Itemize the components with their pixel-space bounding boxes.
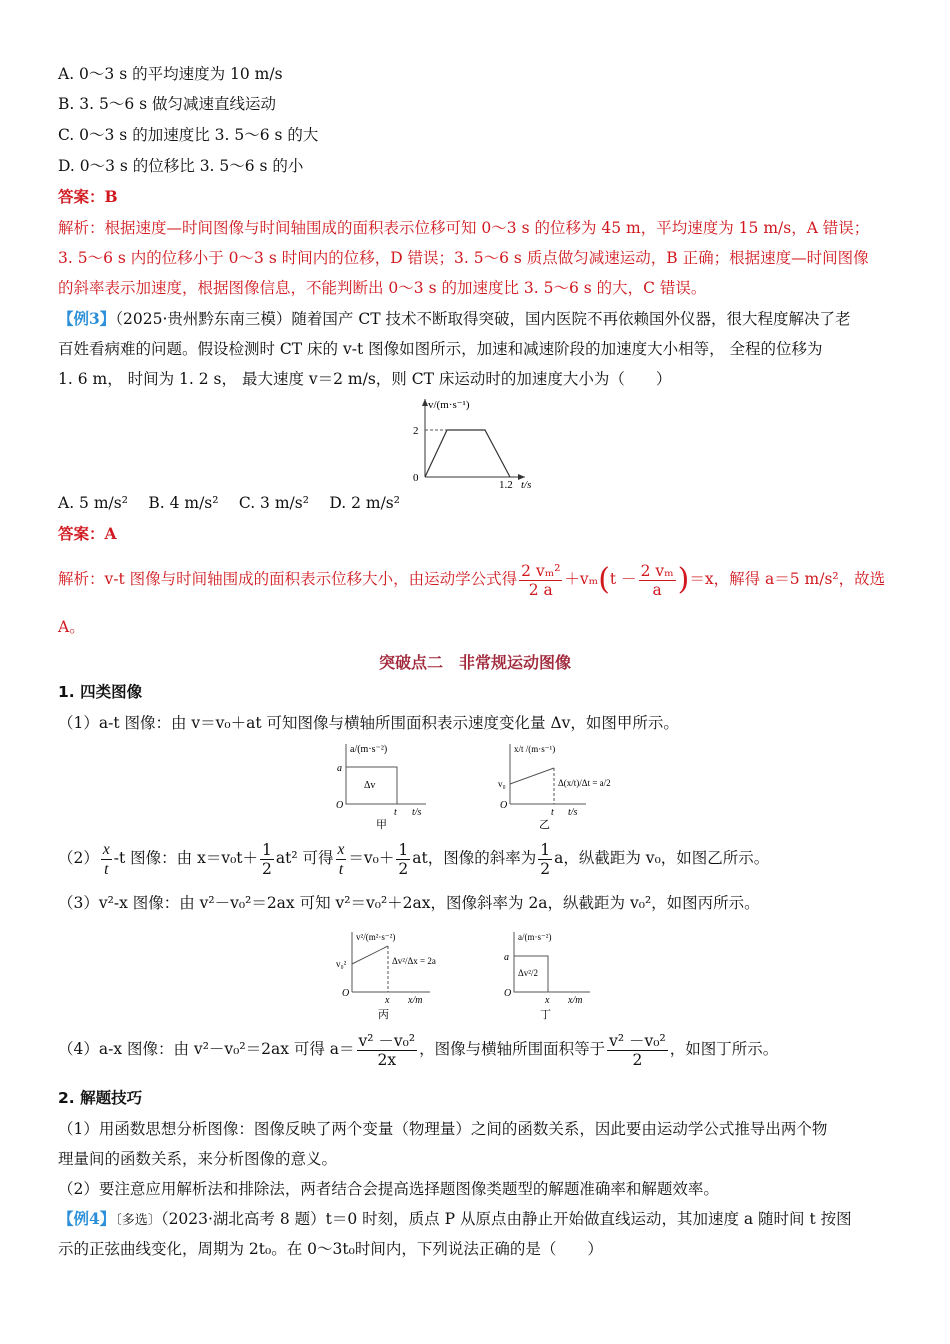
- fraction-denominator: 2: [632, 1050, 643, 1069]
- fig-label: a: [504, 952, 509, 963]
- fraction-numerator: 1: [398, 840, 409, 859]
- option-d: D. 0～3 s 的位移比 3. 5～6 s 的小: [58, 157, 304, 175]
- item-text: at，图像的斜率为: [412, 849, 537, 867]
- fig-caption: 甲: [376, 819, 387, 830]
- option-a: A. 0～3 s 的平均速度为 10 m/s: [58, 65, 283, 83]
- fig-origin: O: [504, 988, 512, 999]
- fig-label: t: [394, 807, 397, 818]
- item-text: ，如图丁所示。: [669, 1040, 779, 1058]
- fig-ylabel: x/t /(m·s⁻¹): [514, 744, 556, 754]
- item-text: a，纵截距为 v₀，如图乙所示。: [554, 849, 770, 867]
- fig-label: a: [337, 763, 342, 774]
- fraction-numerator: x: [102, 840, 110, 858]
- item-line: 理量间的函数关系，来分析图像的意义。: [58, 1150, 338, 1168]
- fig-label: x: [385, 995, 390, 1006]
- item-line: （2）要注意应用解析法和排除法，两者结合会提高选择题图像类题型的解题准确率和解题效率。: [58, 1180, 719, 1198]
- fraction-numerator: x: [337, 840, 345, 858]
- example-text: （2025·贵州黔东南三模）随着国产 CT 技术不断取得突破，国内医院不再依赖国外仪器，很大程度解决了老: [115, 310, 851, 328]
- analysis-text: ＝x，解得 a＝5 m/s²，故选: [689, 570, 886, 588]
- fig-caption: 丁: [540, 1009, 551, 1020]
- part-heading: 2. 解题技巧: [58, 1089, 143, 1107]
- item-line: [58, 836, 769, 880]
- analysis-line: A。: [58, 618, 85, 636]
- fig-xlabel: x/m: [408, 995, 423, 1006]
- paren: ): [677, 562, 690, 597]
- fraction-numerator: v² －v₀²: [358, 1031, 416, 1050]
- item-line: （1）用函数思想分析图像：图像反映了两个变量（物理量）之间的函数关系，因此要由运动学公式推导出两个物: [58, 1120, 828, 1138]
- fraction-numerator: 1: [540, 840, 551, 859]
- fraction: [396, 841, 410, 878]
- vt-graph: [395, 395, 545, 491]
- fraction: [336, 840, 347, 879]
- example-3-line: [58, 309, 850, 329]
- item-text: -t 图像：由 x＝v₀t＋: [113, 849, 259, 867]
- fraction-numerator: v² －v₀²: [609, 1031, 666, 1050]
- fig-note: Δ(x/t)/Δt = a/2: [558, 778, 611, 788]
- example-tag: 【例4】: [58, 1209, 116, 1228]
- fig-caption: 乙: [539, 819, 550, 830]
- part-heading: 1. 四类图像: [58, 683, 143, 701]
- item-line: [58, 1026, 778, 1072]
- fraction-numerator: 2 vₘ: [640, 561, 674, 580]
- section-title: 突破点二 非常规运动图像: [378, 653, 571, 672]
- example-3-line: 百姓看病难的问题。假设检测时 CT 床的 v-t 图像如图所示，加速和减速阶段的加速度大小相等， 全程的位移为: [58, 340, 823, 358]
- answer-label: 答案：B: [58, 187, 118, 206]
- example-4-line: 示的正弦曲线变化，周期为 2t₀。在 0～3t₀时间内，下列说法正确的是（ ）: [58, 1240, 603, 1258]
- graph-x-tick: 1.2: [499, 479, 513, 491]
- fig-ylabel: a/(m·s⁻²): [518, 932, 552, 942]
- analysis-line: [58, 552, 885, 607]
- option-c: C. 0～3 s 的加速度比 3. 5～6 s 的大: [58, 126, 319, 144]
- graph-y-tick: 2: [413, 425, 419, 437]
- analysis-line: 3. 5～6 s 内的位移小于 0～3 s 时间内的位移，D 错误；3. 5～6 s 质点做匀减速运动，B 正确；根据速度—时间图像: [58, 249, 869, 267]
- example-3-line: 1. 6 m， 时间为 1. 2 s， 最大速度 v＝2 m/s，则 CT 床运动时的加速度大小为（ ）: [58, 370, 672, 388]
- fraction-denominator: a: [652, 580, 662, 599]
- fig-xlabel: x/m: [568, 995, 583, 1006]
- example-3-options: A. 5 m/s² B. 4 m/s² C. 3 m/s² D. 2 m/s²: [58, 494, 400, 512]
- fig-yi: [496, 738, 626, 830]
- graph-xlabel: t/s: [521, 479, 532, 491]
- fraction-denominator: 2: [262, 859, 272, 878]
- item-text: at² 可得: [275, 849, 334, 867]
- graph-ylabel: v/(m·s⁻¹): [428, 399, 470, 411]
- item-text: （2）: [58, 849, 99, 867]
- fig-label: Δv: [364, 780, 376, 791]
- fig-bing: [330, 926, 460, 1020]
- fraction: [639, 562, 676, 599]
- fraction-denominator: 2x: [377, 1050, 397, 1069]
- fig-note: Δv²/Δx = 2a: [392, 956, 436, 966]
- analysis-line: 的斜率表示加速度，根据图像信息，不能判断出 0～3 s 的加速度比 3. 5～6 s 的大，C 错误。: [58, 279, 707, 297]
- fraction-denominator: 2 a: [528, 580, 553, 599]
- fig-label: t: [551, 807, 554, 818]
- fraction: [357, 1032, 418, 1069]
- fraction: [519, 562, 562, 599]
- analysis-text: 解析：v-t 图像与时间轴围成的面积表示位移大小，由运动学公式得: [58, 570, 518, 588]
- item-line: （3）v²-x 图像：由 v²－v₀²＝2ax 可知 v²＝v₀²＋2ax，图像斜率为 2a，纵截距为 v₀²，如图丙所示。: [58, 894, 760, 912]
- item-text: ，图像与横轴所围面积等于: [419, 1040, 606, 1058]
- fraction-denominator: t: [104, 860, 109, 878]
- item-line: （1）a-t 图像：由 v＝v₀＋at 可知图像与横轴所围面积表示速度变化量 Δv，如图甲所示。: [58, 714, 679, 732]
- fraction-denominator: 2: [540, 859, 551, 878]
- fraction-denominator: 2: [398, 859, 409, 878]
- fig-jia: [330, 738, 440, 830]
- paren: (: [598, 562, 610, 597]
- fig-label: v₀: [498, 779, 506, 789]
- fig-ding: [498, 926, 608, 1020]
- fig-origin: O: [336, 800, 344, 811]
- fig-origin: O: [500, 800, 508, 811]
- example-4-line: [58, 1209, 852, 1231]
- fig-ylabel: v²/(m²·s⁻²): [356, 932, 396, 942]
- fig-xlabel: t/s: [412, 807, 422, 818]
- item-text: ＝v₀＋: [348, 849, 395, 867]
- fig-note: Δv²/2: [518, 968, 538, 978]
- fig-label: v₀²: [336, 959, 347, 969]
- fraction: [607, 1032, 668, 1069]
- fig-label: x: [545, 995, 550, 1006]
- fraction-denominator: t: [338, 860, 344, 878]
- analysis-text: t －: [609, 570, 637, 588]
- fraction-numerator: 2 vₘ²: [521, 561, 561, 580]
- fig-ylabel: a/(m·s⁻²): [350, 744, 388, 755]
- item-text: （4）a-x 图像：由 v²－v₀²＝2ax 可得 a＝: [58, 1040, 355, 1058]
- analysis-text: ＋vₘ: [564, 570, 599, 588]
- answer-label: 答案：A: [58, 524, 117, 543]
- graph-origin: 0: [413, 472, 419, 484]
- analysis-line: 解析：根据速度—时间图像与时间轴围成的面积表示位移可知 0～3 s 的位移为 45 m，平均速度为 15 m/s，A 错误；: [58, 219, 870, 237]
- fraction: [260, 841, 274, 878]
- fig-xlabel: t/s: [568, 807, 578, 818]
- fraction: [538, 841, 552, 878]
- option-b: B. 3. 5～6 s 做匀减速直线运动: [58, 95, 276, 113]
- example-text: （2023·湖北高考 8 题）t＝0 时刻，质点 P 从原点由静止开始做直线运动，其加速度 a 随时间 t 按图: [160, 1210, 852, 1228]
- fraction: [101, 840, 112, 879]
- fig-origin: O: [342, 988, 350, 999]
- example-tag: 【例3】: [58, 309, 116, 328]
- multi-choice-tag: 〔多选〕: [115, 1213, 161, 1228]
- fraction-numerator: 1: [262, 840, 272, 859]
- fig-caption: 丙: [378, 1009, 389, 1020]
